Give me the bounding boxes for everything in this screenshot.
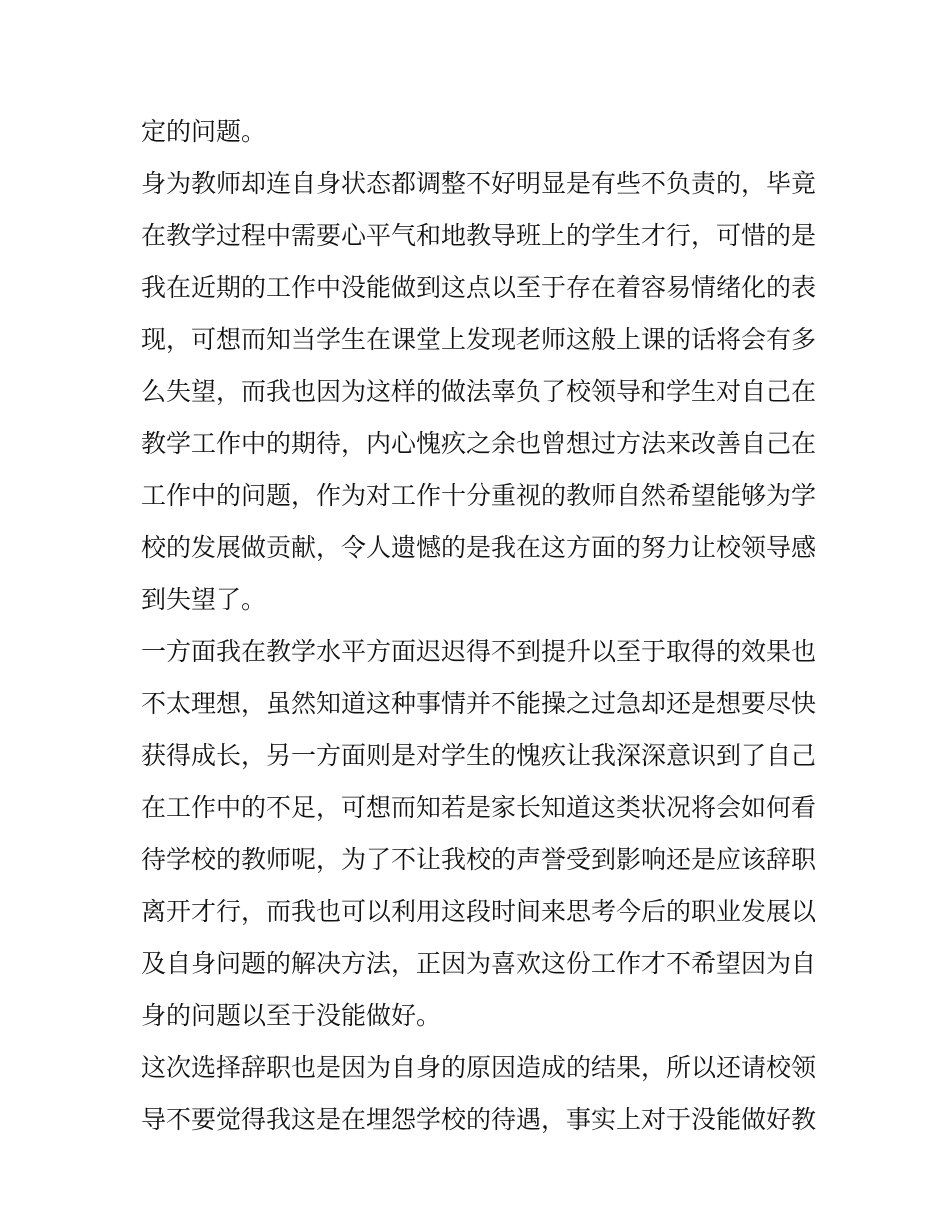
text-line: 教学工作中的期待，内心愧疚之余也曾想过方法来改善自己在 <box>141 429 817 458</box>
text-line: 这次选择辞职也是因为自身的原因造成的结果，所以还请校领 <box>141 1053 817 1082</box>
text-line: 离开才行，而我也可以利用这段时间来思考今后的职业发展以 <box>141 897 817 926</box>
text-line: 在教学过程中需要心平气和地教导班上的学生才行，可惜的是 <box>141 221 817 250</box>
text-line: 工作中的问题，作为对工作十分重视的教师自然希望能够为学 <box>141 481 817 510</box>
text-line: 不太理想，虽然知道这种事情并不能操之过急却还是想要尽快 <box>141 689 817 718</box>
text-line: 定的问题。 <box>141 117 267 146</box>
text-line: 么失望，而我也因为这样的做法辜负了校领导和学生对自己在 <box>141 377 817 406</box>
text-body <box>141 106 816 1146</box>
text-line: 现，可想而知当学生在课堂上发现老师这般上课的话将会有多 <box>141 325 817 354</box>
text-line: 及自身问题的解决方法，正因为喜欢这份工作才不希望因为自 <box>141 949 817 978</box>
text-line: 到失望了。 <box>141 585 267 614</box>
text-line: 校的发展做贡献，令人遗憾的是我在这方面的努力让校领导感 <box>141 533 817 562</box>
text-line: 身为教师却连自身状态都调整不好明显是有些不负责的，毕竟 <box>141 169 817 198</box>
text-line: 导不要觉得我这是在埋怨学校的待遇，事实上对于没能做好教 <box>141 1105 817 1134</box>
text-line: 在工作中的不足，可想而知若是家长知道这类状况将会如何看 <box>141 793 817 822</box>
text-line: 我在近期的工作中没能做到这点以至于存在着容易情绪化的表 <box>141 273 817 302</box>
text-line: 获得成长，另一方面则是对学生的愧疚让我深深意识到了自己 <box>141 741 817 770</box>
text-line: 一方面我在教学水平方面迟迟得不到提升以至于取得的效果也 <box>141 637 817 666</box>
text-line: 待学校的教师呢，为了不让我校的声誉受到影响还是应该辞职 <box>141 845 817 874</box>
text-line: 身的问题以至于没能做好。 <box>141 1001 442 1030</box>
